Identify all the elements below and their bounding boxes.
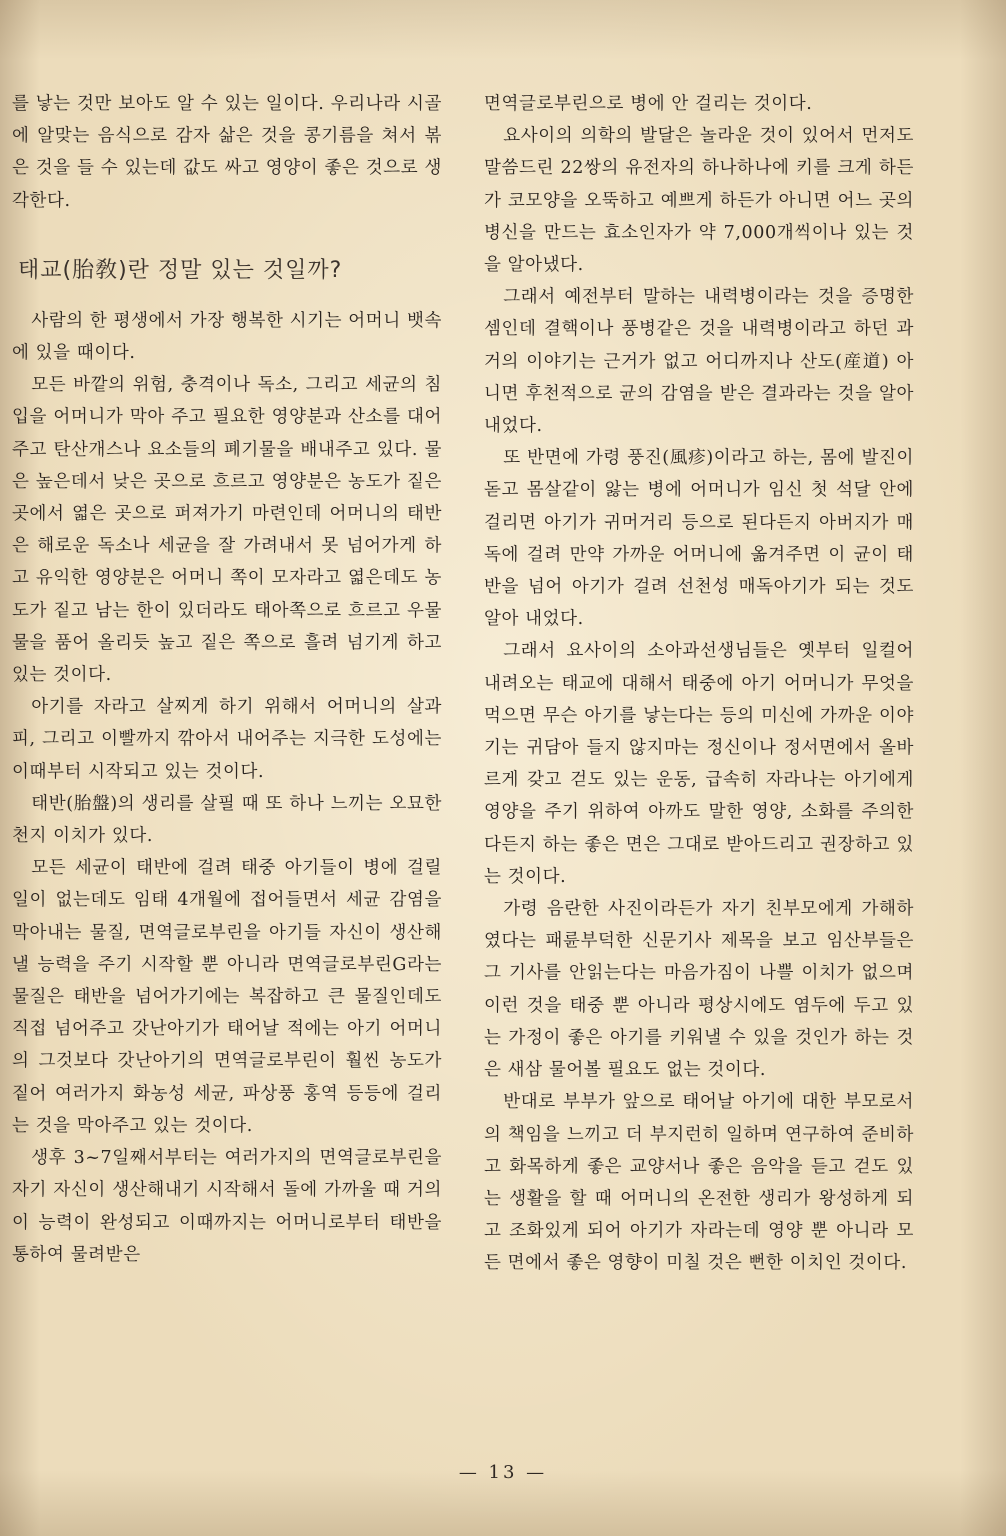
left-column — [12, 88, 442, 1271]
body-paragraph: 사람의 한 평생에서 가장 행복한 시기는 어머니 뱃속에 있을 때이다. — [12, 310, 442, 364]
page-number: — 13 — — [458, 1462, 548, 1483]
body-paragraph: 요사이의 의학의 발달은 놀라운 것이 있어서 먼저도 말씀드린 22쌍의 유전자의 하나하나에 키를 크게 하든가 코모양을 오뚝하고 예쁘게 하든가 아니면 어느 곳의 병신을 만드는 효소인자가 약 7,000개씩이나 있는 것을 알아냈다. — [484, 126, 914, 276]
body-paragraph: 그래서 요사이의 소아과선생님들은 옛부터 일컬어 내려오는 태교에 대해서 태중에 아기 어머니가 무엇을 먹으면 무슨 아기를 낳는다는 등의 미신에 가까운 이야기는 귀담아 들지 않지마는 정신이나 정서면에서 올바르게 갖고 걷도 있는 운동, 급속히 자라나는 아기에게 영양을 주기 위하여 아까도 말한 영양, 소화를 주의한다든지 하는 좋은 면은 그대로 받아드리고 권장하고 있는 것이다. — [484, 641, 914, 887]
intro-paragraph: 를 낳는 것만 보아도 알 수 있는 일이다. 우리나라 시골에 알맞는 음식으로 감자 삶은 것을 콩기름을 쳐서 볶은 것을 들 수 있는데 값도 싸고 영양이 좋은 것으로 생각한다. — [12, 94, 442, 211]
right-column — [484, 88, 914, 1280]
body-paragraph: 모든 바깥의 위험, 충격이나 독소, 그리고 세균의 침입을 어머니가 막아 주고 필요한 영양분과 산소를 대어주고 탄산개스나 요소들의 폐기물을 배내주고 있다. 물은 높은데서 낮은 곳으로 흐르고 영양분은 농도가 짙은 곳에서 엷은 곳으로 퍼져가기 마련인데 어머니의 태반은 해로운 독소나 세균을 잘 가려내서 못 넘어가게 하고 유익한 영양분은 어머니 쪽이 모자라고 엷은데도 농도가 짙고 남는 한이 있더라도 태아쪽으로 흐르고 우물 물을 품어 올리듯 높고 짙은 쪽으로 흘려 넘기게 하고 있는 것이다. — [12, 375, 442, 686]
body-paragraph: 아기를 자라고 살찌게 하기 위해서 어머니의 살과 피, 그리고 이빨까지 깎아서 내어주는 지극한 도성에는 이때부터 시작되고 있는 것이다. — [12, 697, 442, 782]
section-heading: 태교(胎敎)란 정말 있는 것일까? — [18, 257, 343, 283]
body-paragraph: 면역글로부린으로 병에 안 걸리는 것이다. — [484, 94, 813, 114]
body-paragraph: 생후 3~7일째서부터는 여러가지의 면역글로부린을 자기 자신이 생산해내기 시작해서 돌에 가까울 때 거의 이 능력이 완성되고 이때까지는 어머니로부터 태반을 통하여 물려받은 — [12, 1148, 442, 1265]
body-paragraph: 또 반면에 가령 풍진(風疹)이라고 하는, 몸에 발진이 돋고 몸살같이 앓는 병에 어머니가 임신 첫 석달 안에 걸리면 아기가 귀머거리 등으로 된다든지 아버지가 매독에 걸려 만약 가까운 어머니에 옮겨주면 이 균이 태반을 넘어 아기가 걸려 선천성 매독아기가 되는 것도 알아 내었다. — [484, 448, 914, 630]
body-paragraph: 반대로 부부가 앞으로 태어날 아기에 대한 부모로서의 책임을 느끼고 더 부지런히 일하며 연구하여 준비하고 화목하게 좋은 교양서나 좋은 음악을 듣고 걷도 있는 생활을 할 때 어머니의 온전한 생리가 왕성하게 되고 조화있게 되어 아기가 자라는데 영양 뿐 아니라 모든 면에서 좋은 영향이 미칠 것은 뻔한 이치인 것이다. — [484, 1092, 914, 1274]
body-paragraph: 그래서 예전부터 말하는 내력병이라는 것을 증명한 셈인데 결핵이나 풍병같은 것을 내력병이라고 하던 과거의 이야기는 근거가 없고 어디까지나 산도(産道) 아니면 후천적으로 균의 감염을 받은 결과라는 것을 알아내었다. — [484, 287, 914, 437]
body-paragraph: 모든 세균이 태반에 걸려 태중 아기들이 병에 걸릴 일이 없는데도 임태 4개월에 접어들면서 세균 감염을 막아내는 물질, 면역글로부린을 아기들 자신이 생산해 낼 능력을 주기 시작할 뿐 아니라 면역글로부린G라는 물질은 태반을 넘어가기에는 복잡하고 큰 물질인데도 직접 넘어주고 갓난아기가 태어날 적에는 아기 어머니의 그것보다 갓난아기의 면역글로부린이 훨씬 농도가 짙어 여러가지 화농성 세균, 파상풍 홍역 등등에 걸리는 것을 막아주고 있는 것이다. — [12, 858, 442, 1136]
body-paragraph: 태반(胎盤)의 생리를 살필 때 또 하나 느끼는 오묘한 천지 이치가 있다. — [12, 793, 442, 847]
body-paragraph: 가령 음란한 사진이라든가 자기 친부모에게 가해하였다는 패륜부덕한 신문기사 제목을 보고 임산부들은 그 기사를 안읽는다는 마음가짐이 나쁠 이치가 없으며 이런 것을 태중 뿐 아니라 평상시에도 염두에 두고 있는 가정이 좋은 아기를 키워낼 수 있을 것인가 하는 것은 새삼 물어볼 필요도 없는 것이다. — [484, 899, 914, 1081]
